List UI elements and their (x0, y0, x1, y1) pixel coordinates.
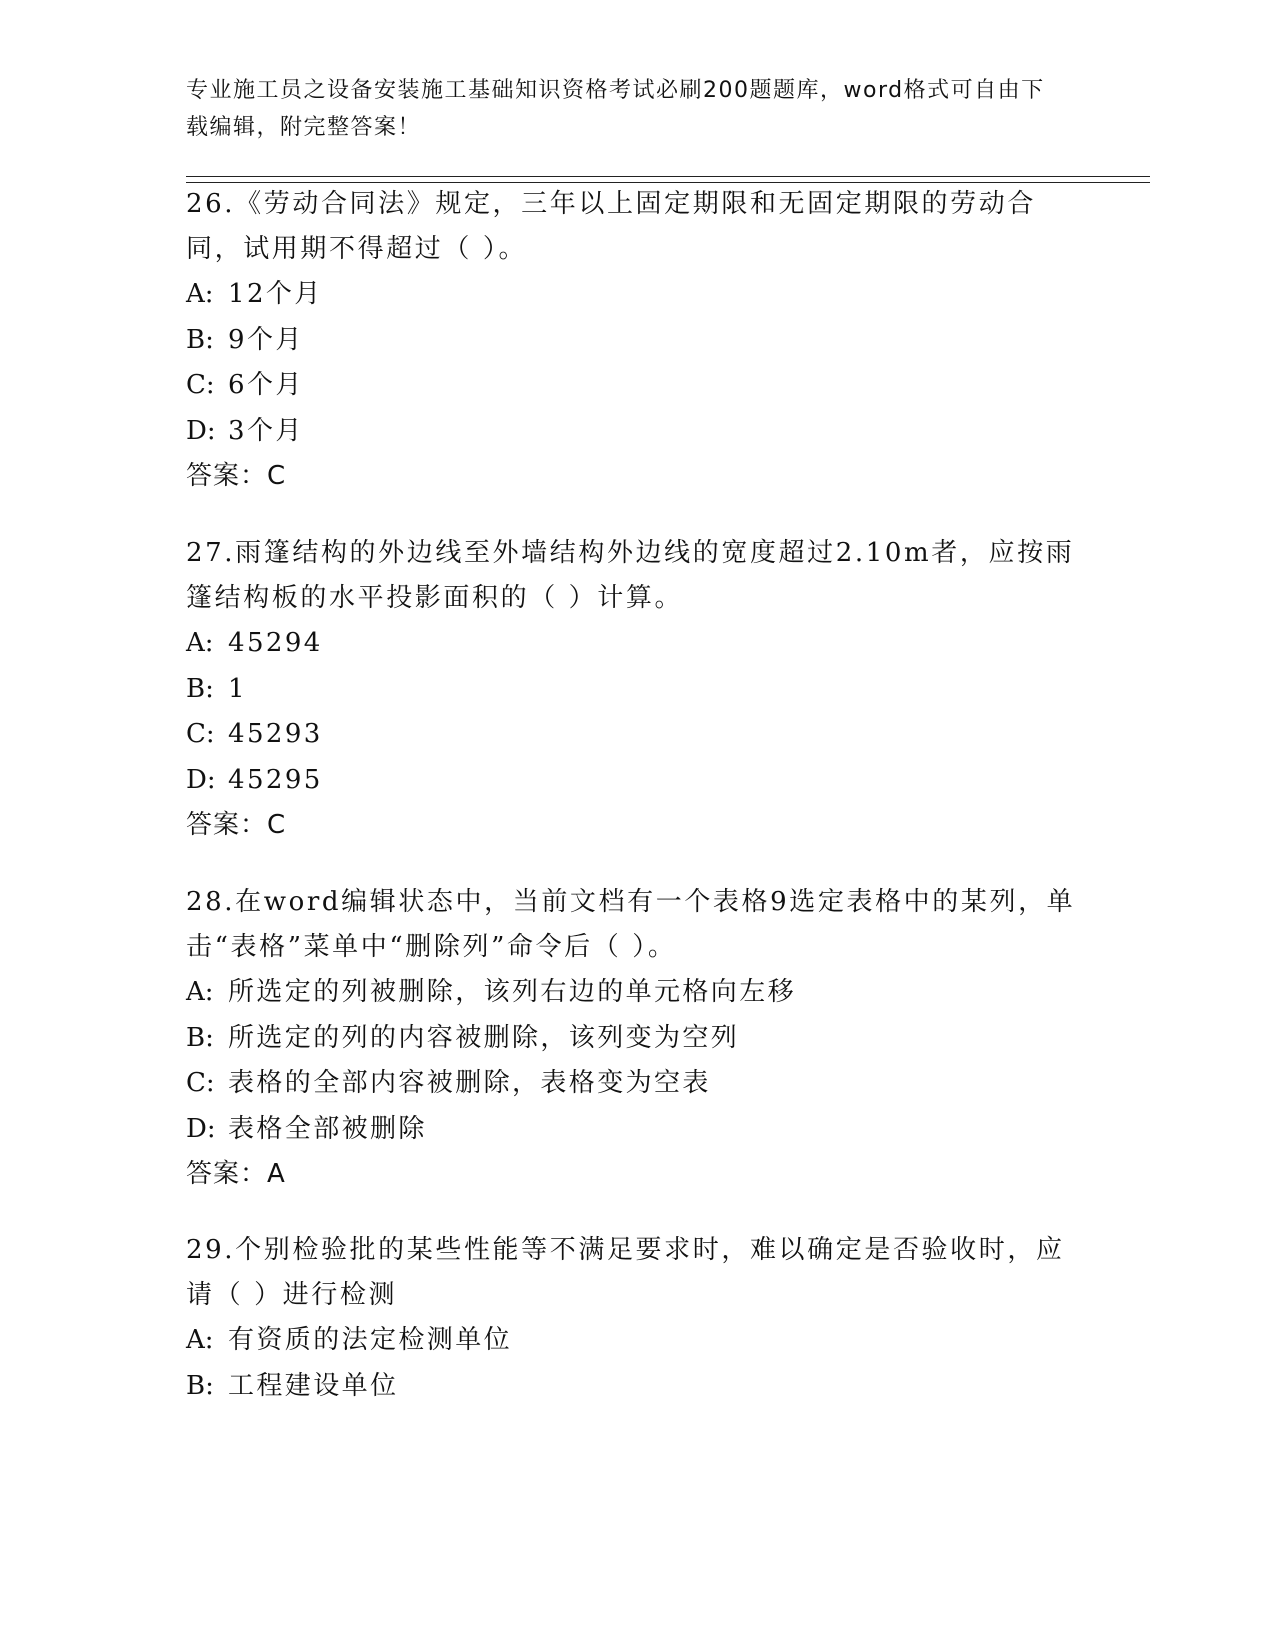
answer: 答案：A (186, 1159, 286, 1189)
option-c: C: 45293 (186, 719, 323, 749)
option-b: B: 所选定的列的内容被删除，该列变为空列 (186, 1022, 740, 1053)
option-a: A: 45294 (186, 628, 323, 658)
document-header: 专业施工员之设备安装施工基础知识资格考试必刷200题题库，word格式可自由下载编辑，附完整答案！ (186, 78, 1045, 140)
option-a: A: 12个月 (186, 279, 323, 309)
question-stem: 26.《劳动合同法》规定，三年以上固定期限和无固定期限的劳动合同，试用期不得超过（ ）。 (186, 189, 1036, 264)
question-26 (186, 182, 1086, 499)
question-stem: 27.雨篷结构的外边线至外墙结构外边线的宽度超过2.10m者，应按雨篷结构板的水平投影面积的（ ）计算。 (186, 538, 1075, 613)
option-b: B: 1 (186, 673, 247, 704)
question-29 (186, 1228, 1086, 1409)
option-c: C: 6个月 (186, 370, 304, 400)
question-27 (186, 531, 1086, 848)
option-c: C: 表格的全部内容被删除，表格变为空表 (186, 1068, 711, 1098)
answer: 答案：C (186, 461, 287, 491)
option-a: A: 所选定的列被删除，该列右边的单元格向左移 (186, 977, 797, 1007)
option-b: B: 工程建设单位 (186, 1370, 399, 1401)
option-d: D: 45295 (186, 764, 323, 795)
option-a: A: 有资质的法定检测单位 (186, 1325, 513, 1355)
question-28 (186, 880, 1086, 1197)
answer: 答案：C (186, 810, 287, 840)
option-d: D: 表格全部被删除 (186, 1113, 427, 1144)
option-d: D: 3个月 (186, 415, 304, 446)
question-stem: 29.个别检验批的某些性能等不满足要求时，难以确定是否验收时，应请（ ）进行检测 (186, 1235, 1065, 1310)
option-b: B: 9个月 (186, 324, 304, 355)
question-stem: 28.在word编辑状态中，当前文档有一个表格9选定表格中的某列，单击“表格”菜单中“删除列”命令后（ ）。 (186, 887, 1076, 962)
